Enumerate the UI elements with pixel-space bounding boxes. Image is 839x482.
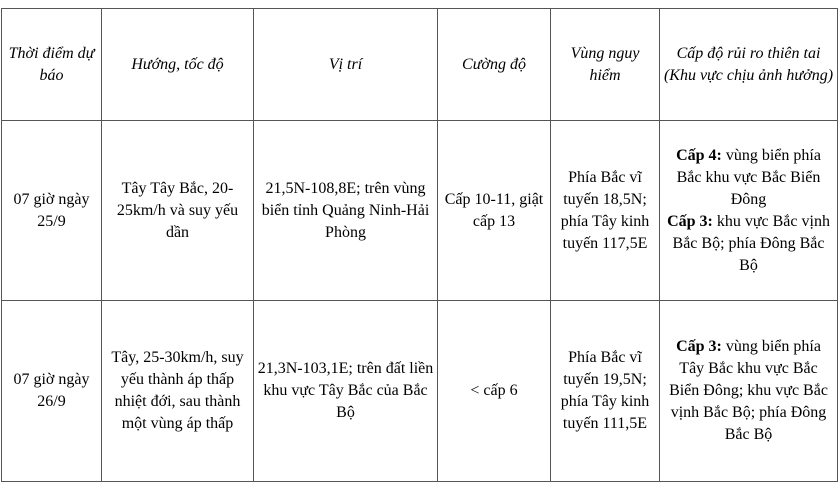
risk-entry: [663, 211, 834, 277]
header-intensity: Cường độ: [438, 9, 551, 121]
cell-risk-level: [660, 301, 838, 482]
table-row: [2, 121, 838, 301]
cell-time: 07 giờ ngày 25/9: [2, 121, 102, 301]
cell-direction: Tây Tây Bắc, 20-25km/h và suy yếu dần: [102, 121, 254, 301]
cell-time: 07 giờ ngày 26/9: [2, 301, 102, 482]
table-row: [2, 301, 838, 482]
risk-entry: [663, 336, 834, 446]
risk-area-text: khu vực Bắc vịnh Bắc Bộ; phía Đông Bắc Bộ: [672, 212, 830, 274]
cell-direction: Tây, 25-30km/h, suy yếu thành áp thấp nhiệt đới, sau thành một vùng áp thấp: [102, 301, 254, 482]
cell-risk-level: [660, 121, 838, 301]
table-header-row: [2, 9, 838, 121]
header-danger-zone: Vùng nguy hiểm: [551, 9, 660, 121]
risk-level-label: Cấp 3:: [667, 212, 713, 230]
risk-area-text: vùng biển phía Tây Bắc khu vực Bắc Biển Đông; khu vực Bắc vịnh Bắc Bộ; phía Đông Bắc Bộ: [669, 338, 828, 443]
risk-level-label: Cấp 4:: [676, 146, 722, 164]
cell-position: 21,5N-108,8E; trên vùng biển tỉnh Quảng Ninh-Hải Phòng: [254, 121, 438, 301]
cell-danger-zone: Phía Bắc vĩ tuyến 18,5N; phía Tây kinh tuyến 117,5E: [551, 121, 660, 301]
header-risk-level: Cấp độ rủi ro thiên tai (Khu vực chịu ảnh hưởng): [660, 9, 838, 121]
storm-forecast-table: [1, 8, 838, 482]
header-time: Thời điểm dự báo: [2, 9, 102, 121]
header-direction: Hướng, tốc độ: [102, 9, 254, 121]
risk-level-label: Cấp 3:: [676, 338, 722, 355]
header-position: Vị trí: [254, 9, 438, 121]
cell-intensity: < cấp 6: [438, 301, 551, 482]
cell-danger-zone: Phía Bắc vĩ tuyến 19,5N; phía Tây kinh tuyến 111,5E: [551, 301, 660, 482]
risk-entry: [663, 145, 834, 211]
cell-position: 21,3N-103,1E; trên đất liền khu vực Tây Bắc của Bắc Bộ: [254, 301, 438, 482]
risk-area-text: vùng biển phía Bắc khu vực Bắc Biển Đông: [676, 146, 821, 208]
cell-intensity: Cấp 10-11, giật cấp 13: [438, 121, 551, 301]
